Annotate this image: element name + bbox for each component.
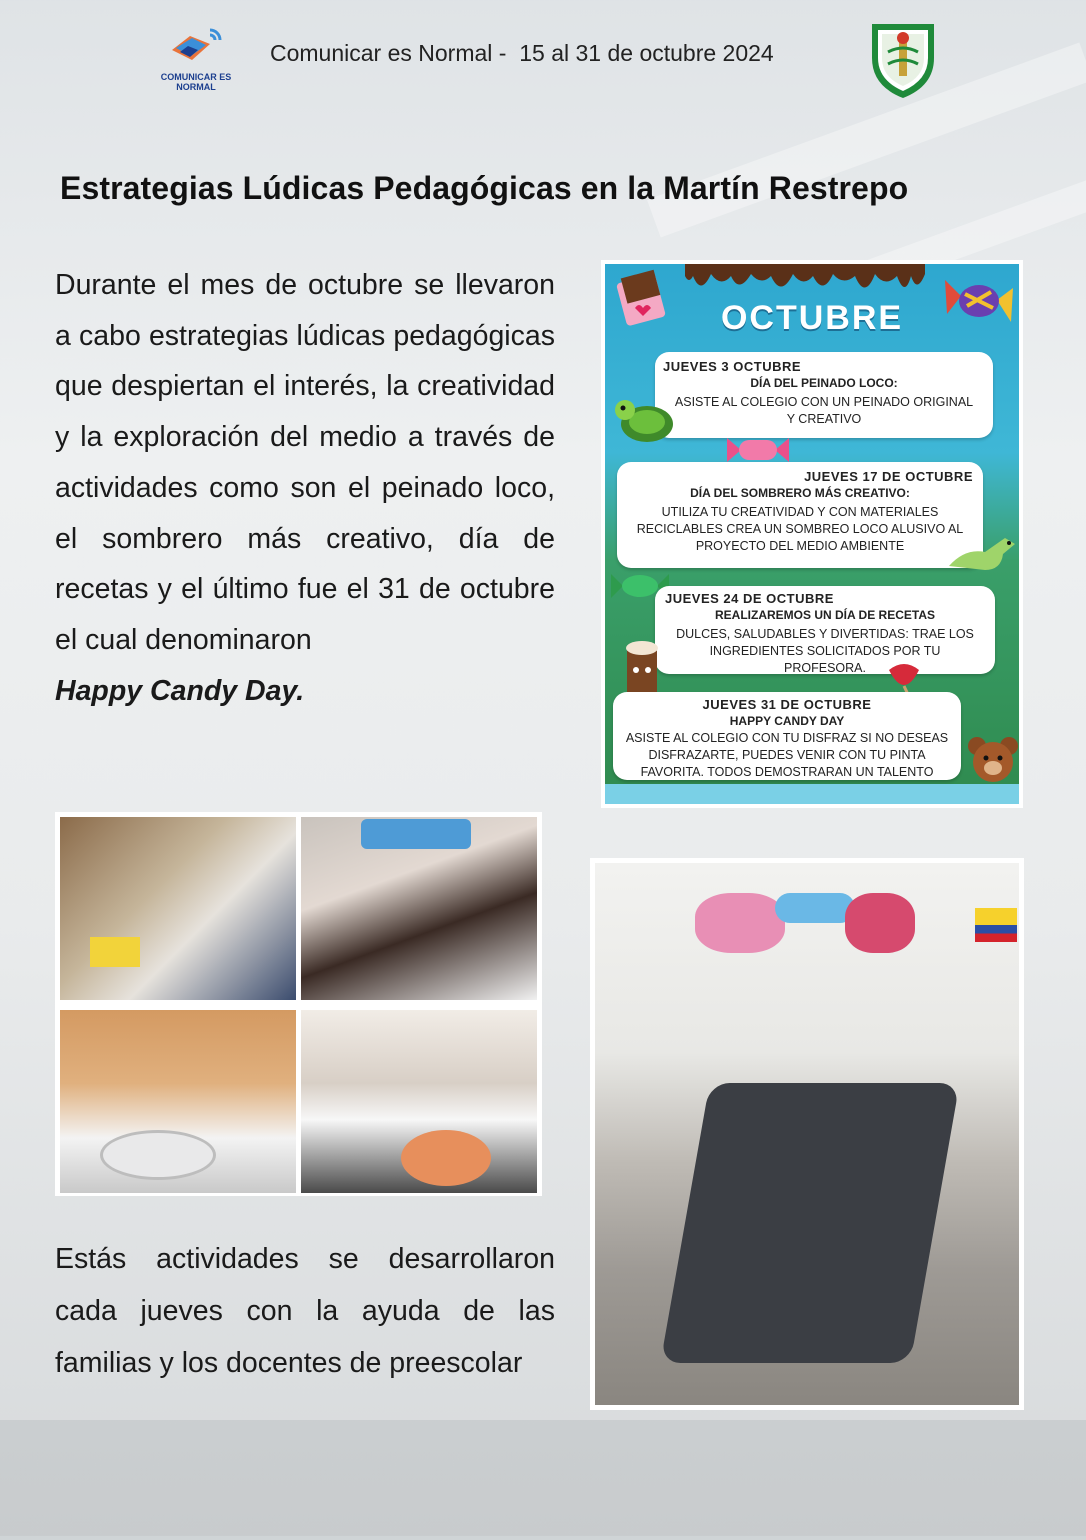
event-date: JUEVES 24 DE OCTUBRE xyxy=(665,591,834,606)
poster-title: OCTUBRE xyxy=(720,299,904,337)
event-description: DULCES, SALUDABLES Y DIVERTIDAS: TRAE LOS INGREDIENTES SOLICITADOS POR TU PROFESORA. xyxy=(676,627,974,675)
event-card-4 xyxy=(613,692,961,780)
event-card-1 xyxy=(655,352,993,438)
comunicar-logo xyxy=(160,18,232,98)
event-name: REALIZAREMOS UN DÍA DE RECETAS xyxy=(714,608,935,622)
turtle-icon xyxy=(611,392,681,448)
paragraph-1-text: Durante el mes de octubre se llevaron a cabo estrategias lúdicas pedagógicas que despiertan el interés, la creatividad y la exploración del medio a través de actividades como son el peinado loco, el sombrero más creativo, día de recetas y el último fue el 31 de octubre el cual denominaron xyxy=(55,269,555,656)
october-events-poster xyxy=(601,260,1023,808)
event-card-3 xyxy=(655,586,995,674)
classroom-photo xyxy=(595,863,1019,1405)
photo-child-fruit-plate xyxy=(60,1010,296,1193)
poster-canvas xyxy=(605,264,1019,804)
activity-photo-grid xyxy=(55,812,542,1196)
article-paragraph-2: Estás actividades se desarrollaron cada jueves con la ayuda de las familias y los docentes de preescolar xyxy=(55,1243,555,1379)
school-crest-icon xyxy=(866,18,940,100)
event-name: DÍA DEL PEINADO LOCO: xyxy=(750,376,898,390)
event-description: ASISTE AL COLEGIO CON TU DISFRAZ SI NO DESEAS DISFRAZARTE, PUEDES VENIR CON TU PINTA FAVORITA. TODOS DEMOSTRARAN UN TALENTO xyxy=(625,731,949,779)
logo-icon xyxy=(166,24,224,68)
logo-text: COMUNICAR ES NORMAL xyxy=(160,72,232,92)
event-name: DÍA DEL SOMBRERO MÁS CREATIVO: xyxy=(690,486,910,500)
newsletter-title: Comunicar es Normal - 15 al 31 de octubre 2024 xyxy=(270,40,774,66)
event-name: HAPPY CANDY DAY xyxy=(729,714,845,728)
classroom-photo-frame xyxy=(590,858,1024,1410)
event-card-2 xyxy=(617,462,983,568)
event-description: UTILIZA TU CREATIVIDAD Y CON MATERIALES RECICLABLES CREA UN SOMBREO LOCO ALUSIVO AL PROYECTO DEL MEDIO AMBIENTE xyxy=(636,505,964,553)
page-header xyxy=(0,0,1086,110)
teddy-bear-icon xyxy=(965,734,1019,786)
event-description: ASISTE AL COLEGIO CON UN PEINADO ORIGINAL Y CREATIVO xyxy=(674,395,974,426)
event-date: JUEVES 17 DE OCTUBRE xyxy=(804,469,973,484)
event-date: JUEVES 31 DE OCTUBRE xyxy=(702,697,872,712)
article-title: Estrategias Lúdicas Pedagógicas en la Martín Restrepo xyxy=(60,170,909,206)
article-paragraph-1 xyxy=(55,260,555,716)
photo-children-skewers xyxy=(60,817,296,1000)
photo-child-pizza xyxy=(301,1010,537,1193)
event-date: JUEVES 3 OCTUBRE xyxy=(663,359,802,374)
happy-candy-day-emphasis: Happy Candy Day. xyxy=(55,674,305,707)
dinosaur-icon xyxy=(945,526,1019,576)
photo-child-with-hat xyxy=(301,817,537,1000)
poster-flowers-ground xyxy=(605,784,1019,804)
chocolate-drip-icon xyxy=(685,264,925,304)
